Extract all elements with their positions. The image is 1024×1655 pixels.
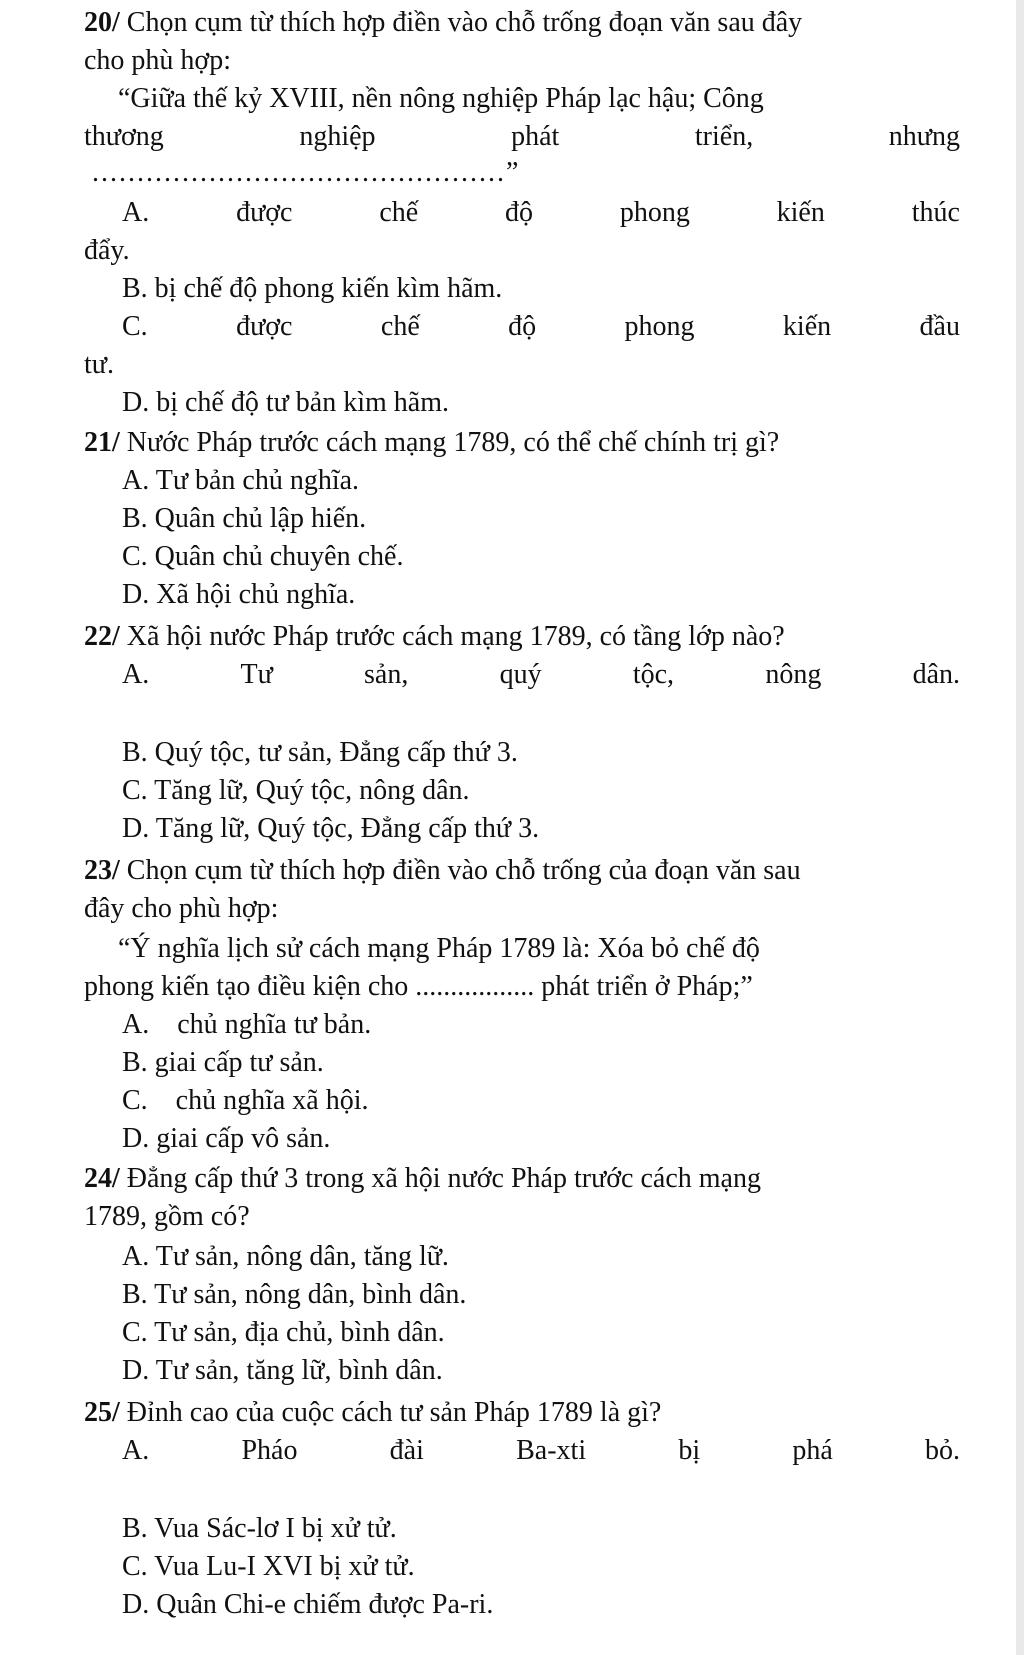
q22-option-a-word: sản, <box>364 659 409 690</box>
q22-option-a-word: A. <box>122 659 150 690</box>
q25-option-a-word: bị <box>678 1435 701 1466</box>
q22-option-a-word: nông <box>765 659 822 690</box>
q20-option-a <box>122 196 960 230</box>
q22-stem <box>84 620 785 654</box>
q23-option-d: D. giai cấp vô sản. <box>122 1123 331 1154</box>
q20-stem-text1: Chọn cụm từ thích hợp điền vào chỗ trống đoạn văn sau đây <box>126 7 803 38</box>
q20-option-a-word: kiến <box>776 197 825 228</box>
q20-stem-line1 <box>84 6 802 40</box>
q20-option-b: B. bị chế độ phong kiến kìm hãm. <box>122 273 503 304</box>
q20-number: 20/ <box>84 7 120 38</box>
q24-option-b: B. Tư sản, nông dân, bình dân. <box>122 1279 467 1310</box>
q23-quote-line1: “Ý nghĩa lịch sử cách mạng Pháp 1789 là: Xóa bỏ chế độ <box>118 933 760 964</box>
q20-option-d: D. bị chế độ tư bản kìm hãm. <box>122 387 450 418</box>
q21-option-a: A. Tư bản chủ nghĩa. <box>122 465 360 496</box>
q20-quote-line2 <box>84 120 960 154</box>
q22-option-a-word: quý <box>499 659 542 690</box>
q20-quote-word: nghiệp <box>299 121 376 152</box>
q21-stem-text: Nước Pháp trước cách mạng 1789, có thể chế chính trị gì? <box>126 427 780 458</box>
q22-option-c: C. Tăng lữ, Quý tộc, nông dân. <box>122 775 470 806</box>
q25-number: 25/ <box>84 1397 120 1428</box>
q25-option-a-word: Ba-xti <box>516 1435 587 1466</box>
q20-option-c-word: chế <box>380 311 420 342</box>
q25-stem-text: Đỉnh cao của cuộc cách tư sản Pháp 1789 là gì? <box>126 1397 662 1428</box>
q20-option-a-word: độ <box>505 197 533 228</box>
q20-quote-word: triển, <box>694 121 754 152</box>
q23-quote-line2: phong kiến tạo điều kiện cho ................. phát triển ở Pháp;” <box>84 971 753 1002</box>
q21-stem <box>84 426 779 460</box>
q25-option-a <box>122 1434 960 1468</box>
q24-option-d: D. Tư sản, tăng lữ, bình dân. <box>122 1355 443 1386</box>
q20-blank: ..............................................” <box>92 157 521 188</box>
q24-stem-line1 <box>84 1162 761 1196</box>
q20-option-a-word: A. <box>122 197 150 228</box>
q22-option-a-word: tộc, <box>632 659 675 690</box>
q20-quote-word: thương <box>84 121 164 152</box>
q22-stem-text: Xã hội nước Pháp trước cách mạng 1789, có tầng lớp nào? <box>126 621 785 652</box>
q20-option-c-word: được <box>236 311 293 342</box>
q25-option-a-word: Pháo <box>241 1435 298 1466</box>
q24-number: 24/ <box>84 1163 120 1194</box>
q24-option-a: A. Tư sản, nông dân, tăng lữ. <box>122 1241 449 1272</box>
q25-option-a-word: đài <box>389 1435 424 1466</box>
q21-option-c: C. Quân chủ chuyên chế. <box>122 541 404 572</box>
q23-stem-text1: Chọn cụm từ thích hợp điền vào chỗ trống của đoạn văn sau <box>126 855 801 886</box>
q25-stem <box>84 1396 661 1430</box>
q22-option-a <box>122 658 960 692</box>
q20-option-a-word: chế <box>379 197 419 228</box>
q22-option-b: B. Quý tộc, tư sản, Đẳng cấp thứ 3. <box>122 737 518 768</box>
q22-option-a-word: dân. <box>912 659 960 690</box>
q25-option-a-word: bỏ. <box>924 1435 960 1466</box>
q20-option-c-word: C. <box>122 311 148 342</box>
q20-quote-word: nhưng <box>888 121 960 152</box>
q20-option-c <box>122 310 960 344</box>
q20-option-c-word: phong <box>624 311 695 342</box>
q20-option-a-cont: đẩy. <box>84 235 130 266</box>
q21-option-d: D. Xã hội chủ nghĩa. <box>122 579 356 610</box>
q23-stem-line2: đây cho phù hợp: <box>84 893 279 924</box>
q23-option-b: B. giai cấp tư sản. <box>122 1047 324 1078</box>
q20-option-c-cont: tư. <box>84 349 114 380</box>
q22-option-d: D. Tăng lữ, Quý tộc, Đẳng cấp thứ 3. <box>122 813 540 844</box>
q20-option-c-word: độ <box>508 311 537 342</box>
q21-number: 21/ <box>84 427 120 458</box>
q23-option-a: A. chủ nghĩa tư bản. <box>122 1009 372 1040</box>
q25-option-d: D. Quân Chi-e chiếm được Pa-ri. <box>122 1589 494 1620</box>
q20-quote-line1: “Giữa thế kỷ XVIII, nền nông nghiệp Pháp lạc hậu; Công <box>118 83 764 114</box>
q20-option-a-word: được <box>236 197 293 228</box>
q23-number: 23/ <box>84 855 120 886</box>
q22-option-a-word: Tư <box>240 659 273 690</box>
q25-option-a-word: A. <box>122 1435 150 1466</box>
q20-option-a-word: phong <box>619 197 690 228</box>
q24-option-c: C. Tư sản, địa chủ, bình dân. <box>122 1317 445 1348</box>
q20-quote-word: phát <box>511 121 560 152</box>
q20-stem-line2: cho phù hợp: <box>84 45 232 76</box>
q25-option-a-word: phá <box>792 1435 833 1466</box>
page-edge-divider <box>1016 0 1024 1655</box>
q23-option-c: C. chủ nghĩa xã hội. <box>122 1085 369 1116</box>
q23-stem-line1 <box>84 854 801 888</box>
q20-option-c-word: kiến <box>782 311 832 342</box>
q22-number: 22/ <box>84 621 120 652</box>
q24-stem-text1: Đẳng cấp thứ 3 trong xã hội nước Pháp trước cách mạng <box>126 1163 761 1194</box>
q24-stem-line2: 1789, gồm có? <box>84 1201 250 1232</box>
q21-option-b: B. Quân chủ lập hiến. <box>122 503 367 534</box>
q25-option-b: B. Vua Sác-lơ I bị xử tử. <box>122 1513 397 1544</box>
q20-option-a-word: thúc <box>911 197 960 228</box>
q25-option-c: C. Vua Lu-I XVI bị xử tử. <box>122 1551 415 1582</box>
q20-option-c-word: đầu <box>919 311 960 342</box>
